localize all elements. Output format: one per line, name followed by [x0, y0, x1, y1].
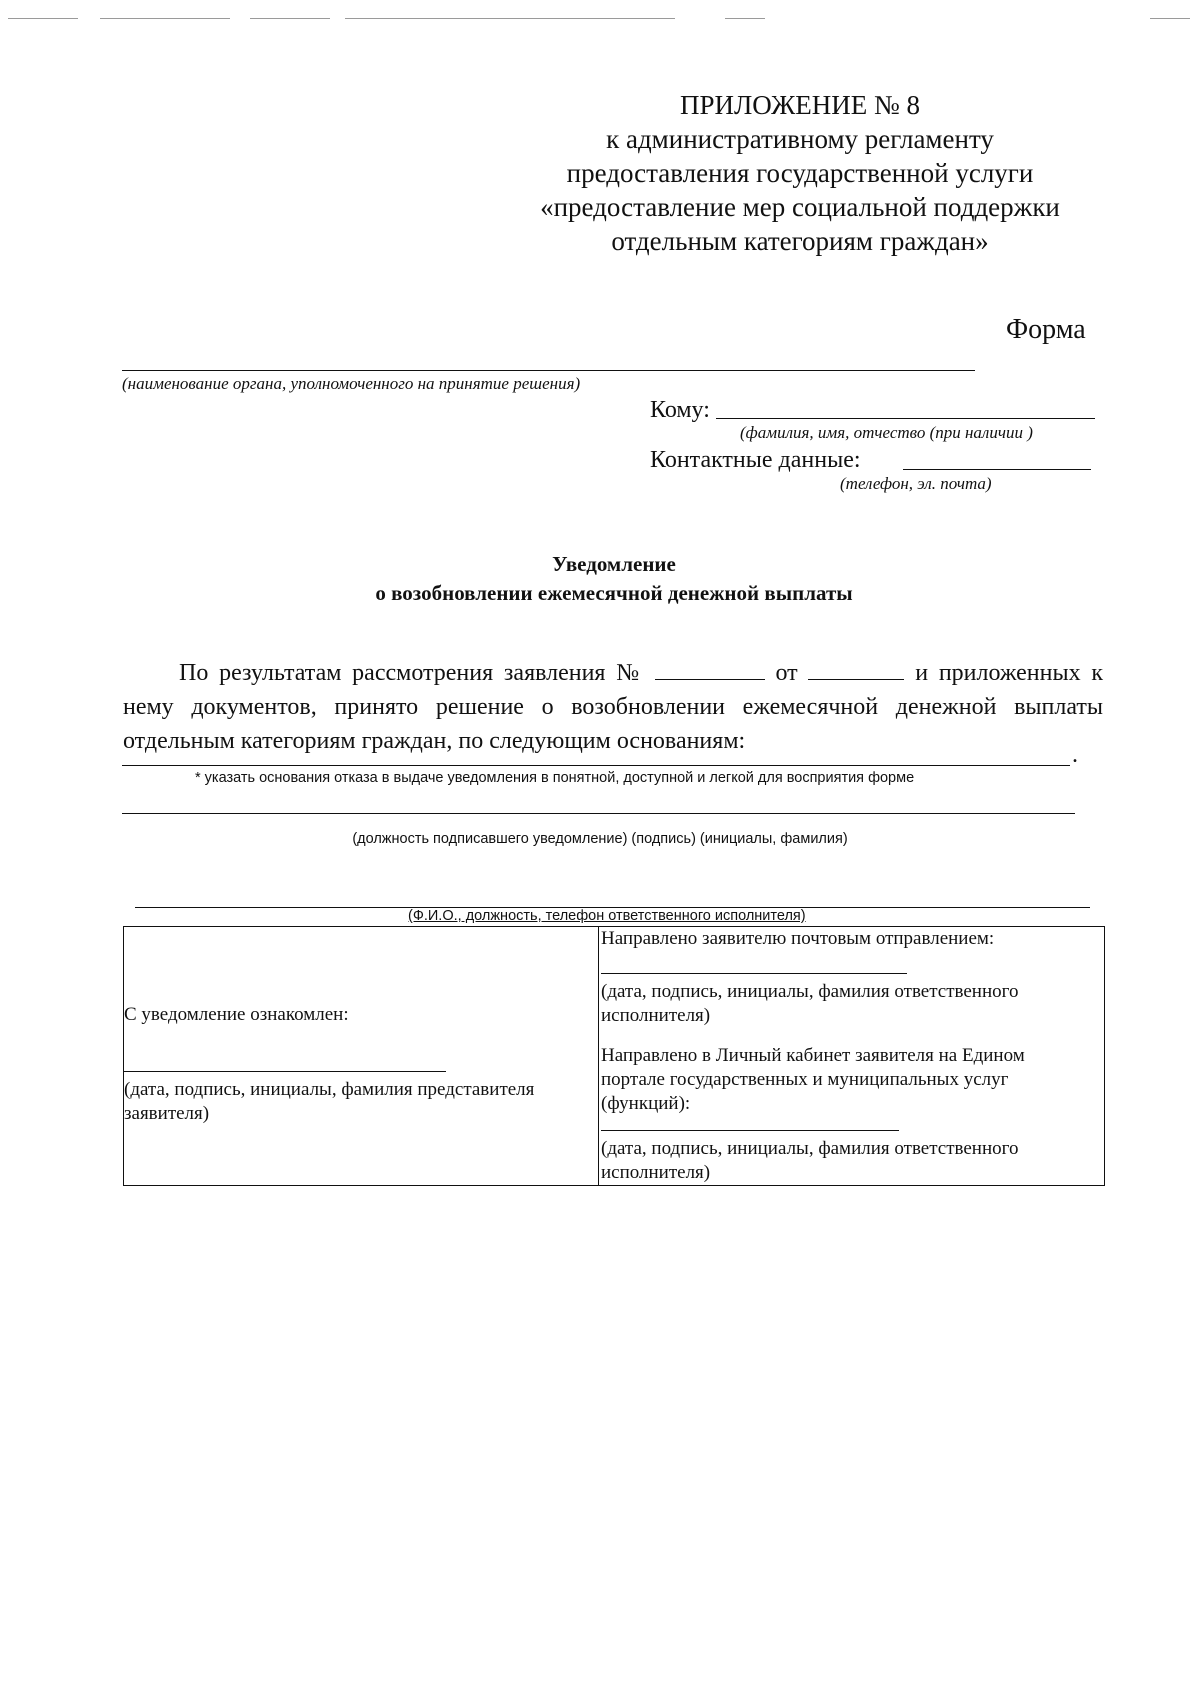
delivery-table	[123, 926, 1105, 1186]
contacts-label: Контактные данные:	[650, 447, 861, 473]
contacts-input-line[interactable]	[903, 469, 1091, 470]
to-caption: (фамилия, имя, отчество (при наличии )	[740, 423, 1033, 442]
authority-caption: (наименование органа, уполномоченного на принятие решения)	[122, 374, 581, 393]
signer-line[interactable]	[122, 813, 1075, 814]
scan-artifact-line	[100, 18, 230, 19]
authority-line	[122, 370, 975, 371]
notice-subtitle: о возобновлении ежемесячной денежной выплаты	[375, 581, 853, 605]
acknowledged-label: С уведомление ознакомлен:	[124, 1004, 349, 1025]
to-input-line[interactable]	[716, 418, 1095, 419]
mail-delivery-caption: (дата, подпись, инициалы, фамилия ответственного исполнителя)	[601, 981, 1019, 1026]
scan-artifact-line	[1150, 18, 1190, 19]
delivery-cell	[599, 927, 1105, 1186]
body-start: По результатам рассмотрения заявления №	[179, 660, 644, 686]
signer-caption: (должность подписавшего уведомление) (подпись) (инициалы, фамилия)	[352, 831, 848, 847]
contacts-caption: (телефон, эл. почта)	[840, 474, 992, 493]
acknowledged-caption: (дата, подпись, инициалы, фамилия представителя заявителя)	[124, 1079, 535, 1124]
appendix-number: ПРИЛОЖЕНИЕ № 8	[679, 90, 921, 120]
application-date-field[interactable]	[808, 659, 904, 680]
scan-artifact-line	[250, 18, 330, 19]
application-number-field[interactable]	[655, 659, 765, 680]
to-label: Кому:	[650, 397, 710, 423]
body-end: и приложенных к нему документов, принято решение о возобновлении ежемесячной денежной выплаты отдельным категориям граждан, по следующим основаниям:	[123, 660, 1104, 754]
footnote: * указать основания отказа в выдаче уведомления в понятной, доступной и легкой для восприятия форме	[195, 770, 915, 786]
acknowledgement-cell	[124, 927, 599, 1186]
form-label: Форма	[1006, 314, 1086, 345]
header-line: предоставления государственной услуги	[566, 158, 1034, 188]
mail-delivery-label: Направлено заявителю почтовым отправлением:	[601, 928, 995, 949]
scan-artifact-line	[345, 18, 675, 19]
scan-artifact-line	[725, 18, 765, 19]
header-line: отдельным категориям граждан»	[611, 226, 989, 256]
executor-caption: (Ф.И.О., должность, телефон ответственного исполнителя)	[408, 908, 806, 924]
grounds-line[interactable]	[122, 765, 1070, 766]
header-line: к административному регламенту	[606, 124, 994, 154]
scan-artifact-line	[8, 18, 78, 19]
body-from: от	[775, 660, 798, 686]
notice-title: Уведомление	[552, 552, 676, 576]
header-line: «предоставление мер социальной поддержки	[540, 192, 1060, 222]
notice-body	[123, 656, 1103, 758]
grounds-period: .	[1072, 742, 1078, 768]
portal-delivery-caption: (дата, подпись, инициалы, фамилия ответственного исполнителя)	[601, 1138, 1019, 1183]
portal-delivery-label: Направлено в Личный кабинет заявителя на Едином портале государственных и муниципальных услуг (функций):	[601, 1045, 1025, 1114]
